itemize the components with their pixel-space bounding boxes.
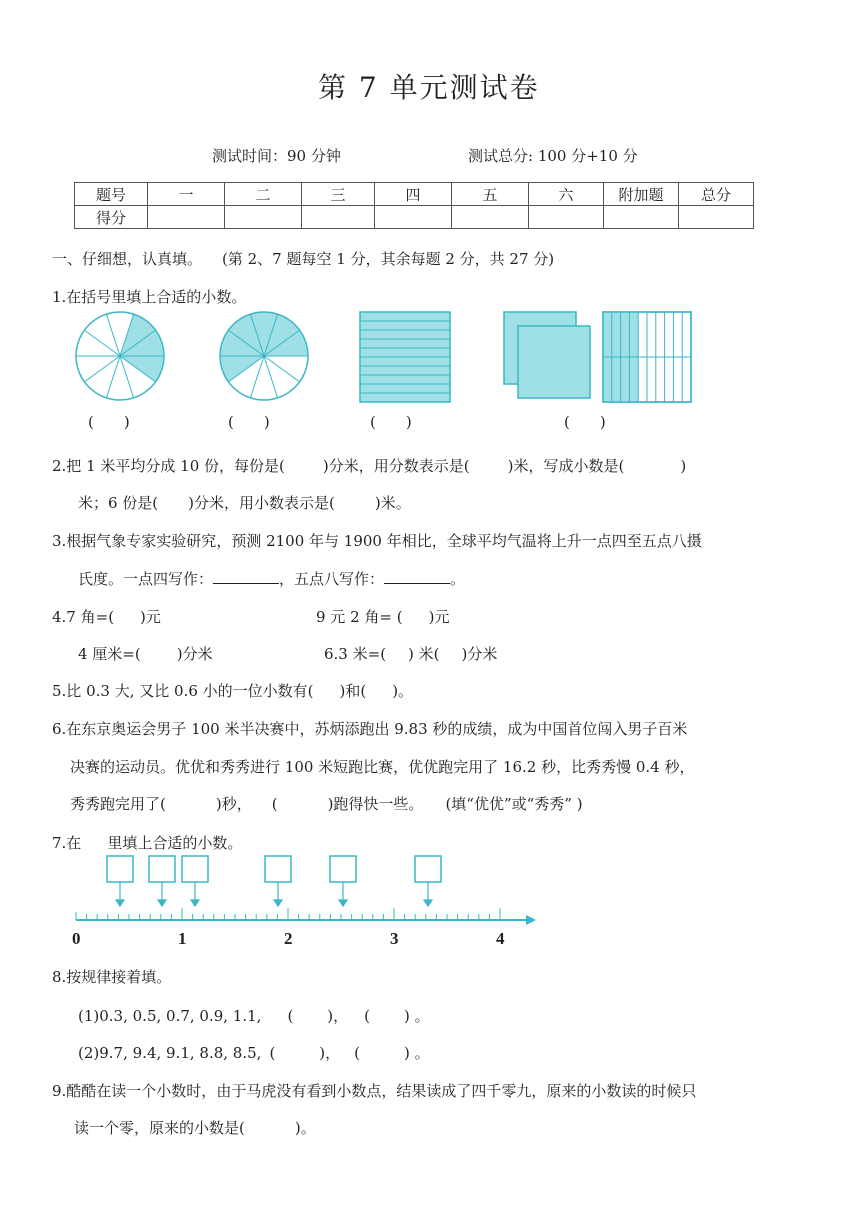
tick-label: 3 xyxy=(390,929,399,948)
question-1: 1.在括号里填上合适的小数。 xyxy=(52,288,247,306)
header-cell: 附加题 xyxy=(604,183,679,206)
header-cell: 三 xyxy=(302,183,375,206)
score-cell[interactable] xyxy=(452,206,529,229)
total-score: 测试总分: 100 分+10 分 xyxy=(468,147,638,165)
tick-label: 1 xyxy=(178,929,187,948)
circle-figure-2 xyxy=(220,312,308,400)
answer-box[interactable] xyxy=(330,856,356,882)
answer-paren[interactable]: ( ) xyxy=(228,413,270,431)
score-cell[interactable] xyxy=(225,206,302,229)
test-time: 测试时间：90 分钟 xyxy=(212,147,341,165)
score-cell[interactable] xyxy=(148,206,225,229)
answer-box[interactable] xyxy=(149,856,175,882)
question-4c: 4 厘米=( )分米 xyxy=(78,645,213,663)
header-cell: 一 xyxy=(148,183,225,206)
header-cell: 二 xyxy=(225,183,302,206)
header-cell: 题号 xyxy=(75,183,148,206)
header-cell: 总分 xyxy=(679,183,754,206)
tick-label: 4 xyxy=(496,929,505,948)
question-4a: 4.7 角=( )元 xyxy=(52,608,161,626)
sequence-1: (1)0.3, 0.5, 0.7, 0.9, 1.1, ( )， ( ) 。 xyxy=(78,1007,430,1025)
question-6-line2: 决赛的运动员。优优和秀秀进行 100 米短跑比赛，优优跑完用了 16.2 秒，比秀秀慢 0.4 秒， xyxy=(70,758,695,776)
row-label: 得分 xyxy=(75,206,148,229)
circle-figure-1 xyxy=(76,312,164,400)
score-cell[interactable] xyxy=(679,206,754,229)
two-squares xyxy=(504,312,590,398)
answer-box[interactable] xyxy=(182,856,208,882)
question-4b: 9 元 2 角= ( )元 xyxy=(316,608,450,626)
grid-square xyxy=(603,312,691,402)
answer-box[interactable] xyxy=(415,856,441,882)
blank-line[interactable] xyxy=(384,569,450,584)
question-6: 6.在东京奥运会男子 100 米半决赛中，苏炳添跑出 9.83 秒的成绩，成为中国首位闯入男子百米 xyxy=(52,720,688,738)
tick-label: 0 xyxy=(72,929,81,948)
question-3-line2: 氏度。一点四写作： ，五点八写作： 。 xyxy=(78,570,466,588)
answer-paren[interactable]: ( ) xyxy=(564,413,606,431)
answer-paren[interactable]: ( ) xyxy=(370,413,412,431)
answer-box[interactable] xyxy=(107,856,133,882)
answer-box[interactable] xyxy=(265,856,291,882)
header-cell: 六 xyxy=(529,183,604,206)
section-heading: 一、仔细想，认真填。 (第 2、7 题每空 1 分，其余每题 2 分，共 27 分) xyxy=(52,250,555,268)
question-9-line2: 读一个零，原来的小数是( )。 xyxy=(74,1119,316,1137)
question-4d: 6.3 米=( ) 米( )分米 xyxy=(324,645,498,663)
header-cell: 五 xyxy=(452,183,529,206)
page-title: 第 7 单元测试卷 xyxy=(318,71,540,104)
sequence-2: (2)9.7, 9.4, 9.1, 8.8, 8.5, ( )， ( ) 。 xyxy=(78,1044,430,1062)
score-cell[interactable] xyxy=(375,206,452,229)
header-cell: 四 xyxy=(375,183,452,206)
striped-square xyxy=(360,312,450,402)
blank-line[interactable] xyxy=(213,569,279,584)
score-cell[interactable] xyxy=(529,206,604,229)
score-cell[interactable] xyxy=(302,206,375,229)
question-7: 7.在 里填上合适的小数。 xyxy=(52,834,243,852)
number-line xyxy=(60,850,550,950)
table-row xyxy=(75,206,754,229)
question-8: 8.按规律接着填。 xyxy=(52,968,172,986)
question-6-line3: 秀秀跑完用了( )秒， ( )跑得快一些。 (填“优优”或“秀秀” ) xyxy=(70,795,583,813)
table-row xyxy=(75,183,754,206)
question-2-line2: 米；6 份是( )分米，用小数表示是( )米。 xyxy=(78,494,411,512)
score-cell[interactable] xyxy=(604,206,679,229)
score-table xyxy=(74,182,754,229)
question-5: 5.比 0.3 大, 又比 0.6 小的一位小数有( )和( )。 xyxy=(52,682,414,700)
question-3: 3.根据气象专家实验研究，预测 2100 年与 1900 年相比，全球平均气温将上升一点四至五点八摄 xyxy=(52,532,702,550)
tick-label: 2 xyxy=(284,929,293,948)
question-9: 9.酷酷在读一个小数时，由于马虎没有看到小数点，结果读成了四千零九，原来的小数读的时候只 xyxy=(52,1082,697,1100)
answer-paren[interactable]: ( ) xyxy=(88,413,130,431)
question-2: 2.把 1 米平均分成 10 份，每份是( )分米，用分数表示是( )米，写成小数是( ) xyxy=(52,457,687,475)
